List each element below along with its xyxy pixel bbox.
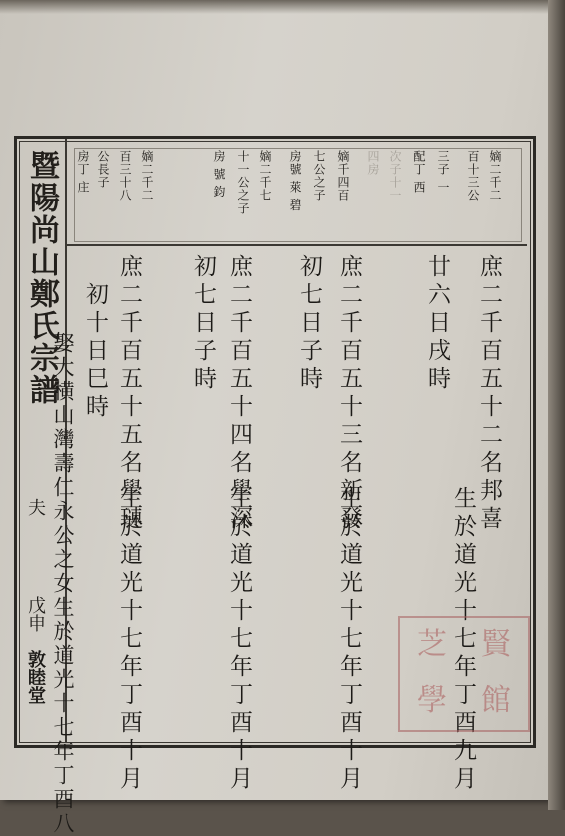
- entry-birth-line: 生於道光十七年丁酉十月: [226, 486, 252, 794]
- upper-note: 百十三公: [466, 150, 480, 202]
- upper-note: 嫡二千七: [258, 150, 272, 202]
- upper-note: 房號 萊 碧: [288, 150, 302, 212]
- hall-name: 敦睦堂: [25, 650, 46, 704]
- upper-note: 房 號 鈞: [212, 150, 226, 199]
- seal-char: 賢: [481, 627, 511, 662]
- spouse-line: 娶大横山灣壽仁永公之女生於道光十七年丁酉八: [51, 332, 75, 836]
- entry-time-line: 廿六日戌時: [424, 254, 450, 394]
- register-divider: [67, 244, 527, 246]
- upper-note: 十一公之子: [236, 150, 250, 215]
- entry-time-line: 初七日子時: [296, 254, 322, 394]
- seal-char: 學: [417, 683, 447, 718]
- seal-char: 芝: [417, 627, 447, 662]
- entry-name-line: 庶二千百五十四名學深: [226, 254, 252, 534]
- entry-name-line: 庶二千百五十五名學璉: [116, 254, 142, 534]
- entry-birth-line: 生於道光十七年丁酉九月: [450, 486, 476, 794]
- upper-note: 嫡千四百: [336, 150, 350, 202]
- spine-title: 暨陽尚山鄭氏宗譜: [24, 150, 59, 406]
- upper-note: 次子十一: [388, 150, 402, 202]
- entry-birth-line: 生於道光十七年丁酉十月: [336, 486, 362, 794]
- upper-note: 嫡二千二: [140, 150, 154, 202]
- top-shadow: [0, 0, 548, 14]
- edition-year: 戊申: [25, 596, 46, 632]
- upper-note: 四房: [366, 150, 380, 176]
- entry-name-line: 庶二千百五十二名邦喜: [476, 254, 502, 534]
- upper-note: 三子 一: [436, 150, 450, 194]
- upper-note: 七公之子: [312, 150, 326, 202]
- upper-note: 房丁 庄: [76, 150, 90, 194]
- entry-time-line: 初七日子時: [190, 254, 216, 394]
- upper-note: 配丁 西: [412, 150, 426, 194]
- collector-seal: [398, 616, 530, 732]
- entry-birth-line: 生於道光十七年丁酉十月: [116, 486, 142, 794]
- upper-note: 公長子: [96, 150, 110, 189]
- entry-name-line: 庶二千百五十三名新發: [336, 254, 362, 534]
- seal-char: 館: [481, 683, 511, 718]
- entry-time-line: 初十日巳時: [82, 282, 108, 422]
- upper-note: 百三十八: [118, 150, 132, 202]
- book-edge: [548, 0, 565, 810]
- page-number: 夫: [25, 498, 46, 516]
- upper-note: 嫡二千二: [488, 150, 502, 202]
